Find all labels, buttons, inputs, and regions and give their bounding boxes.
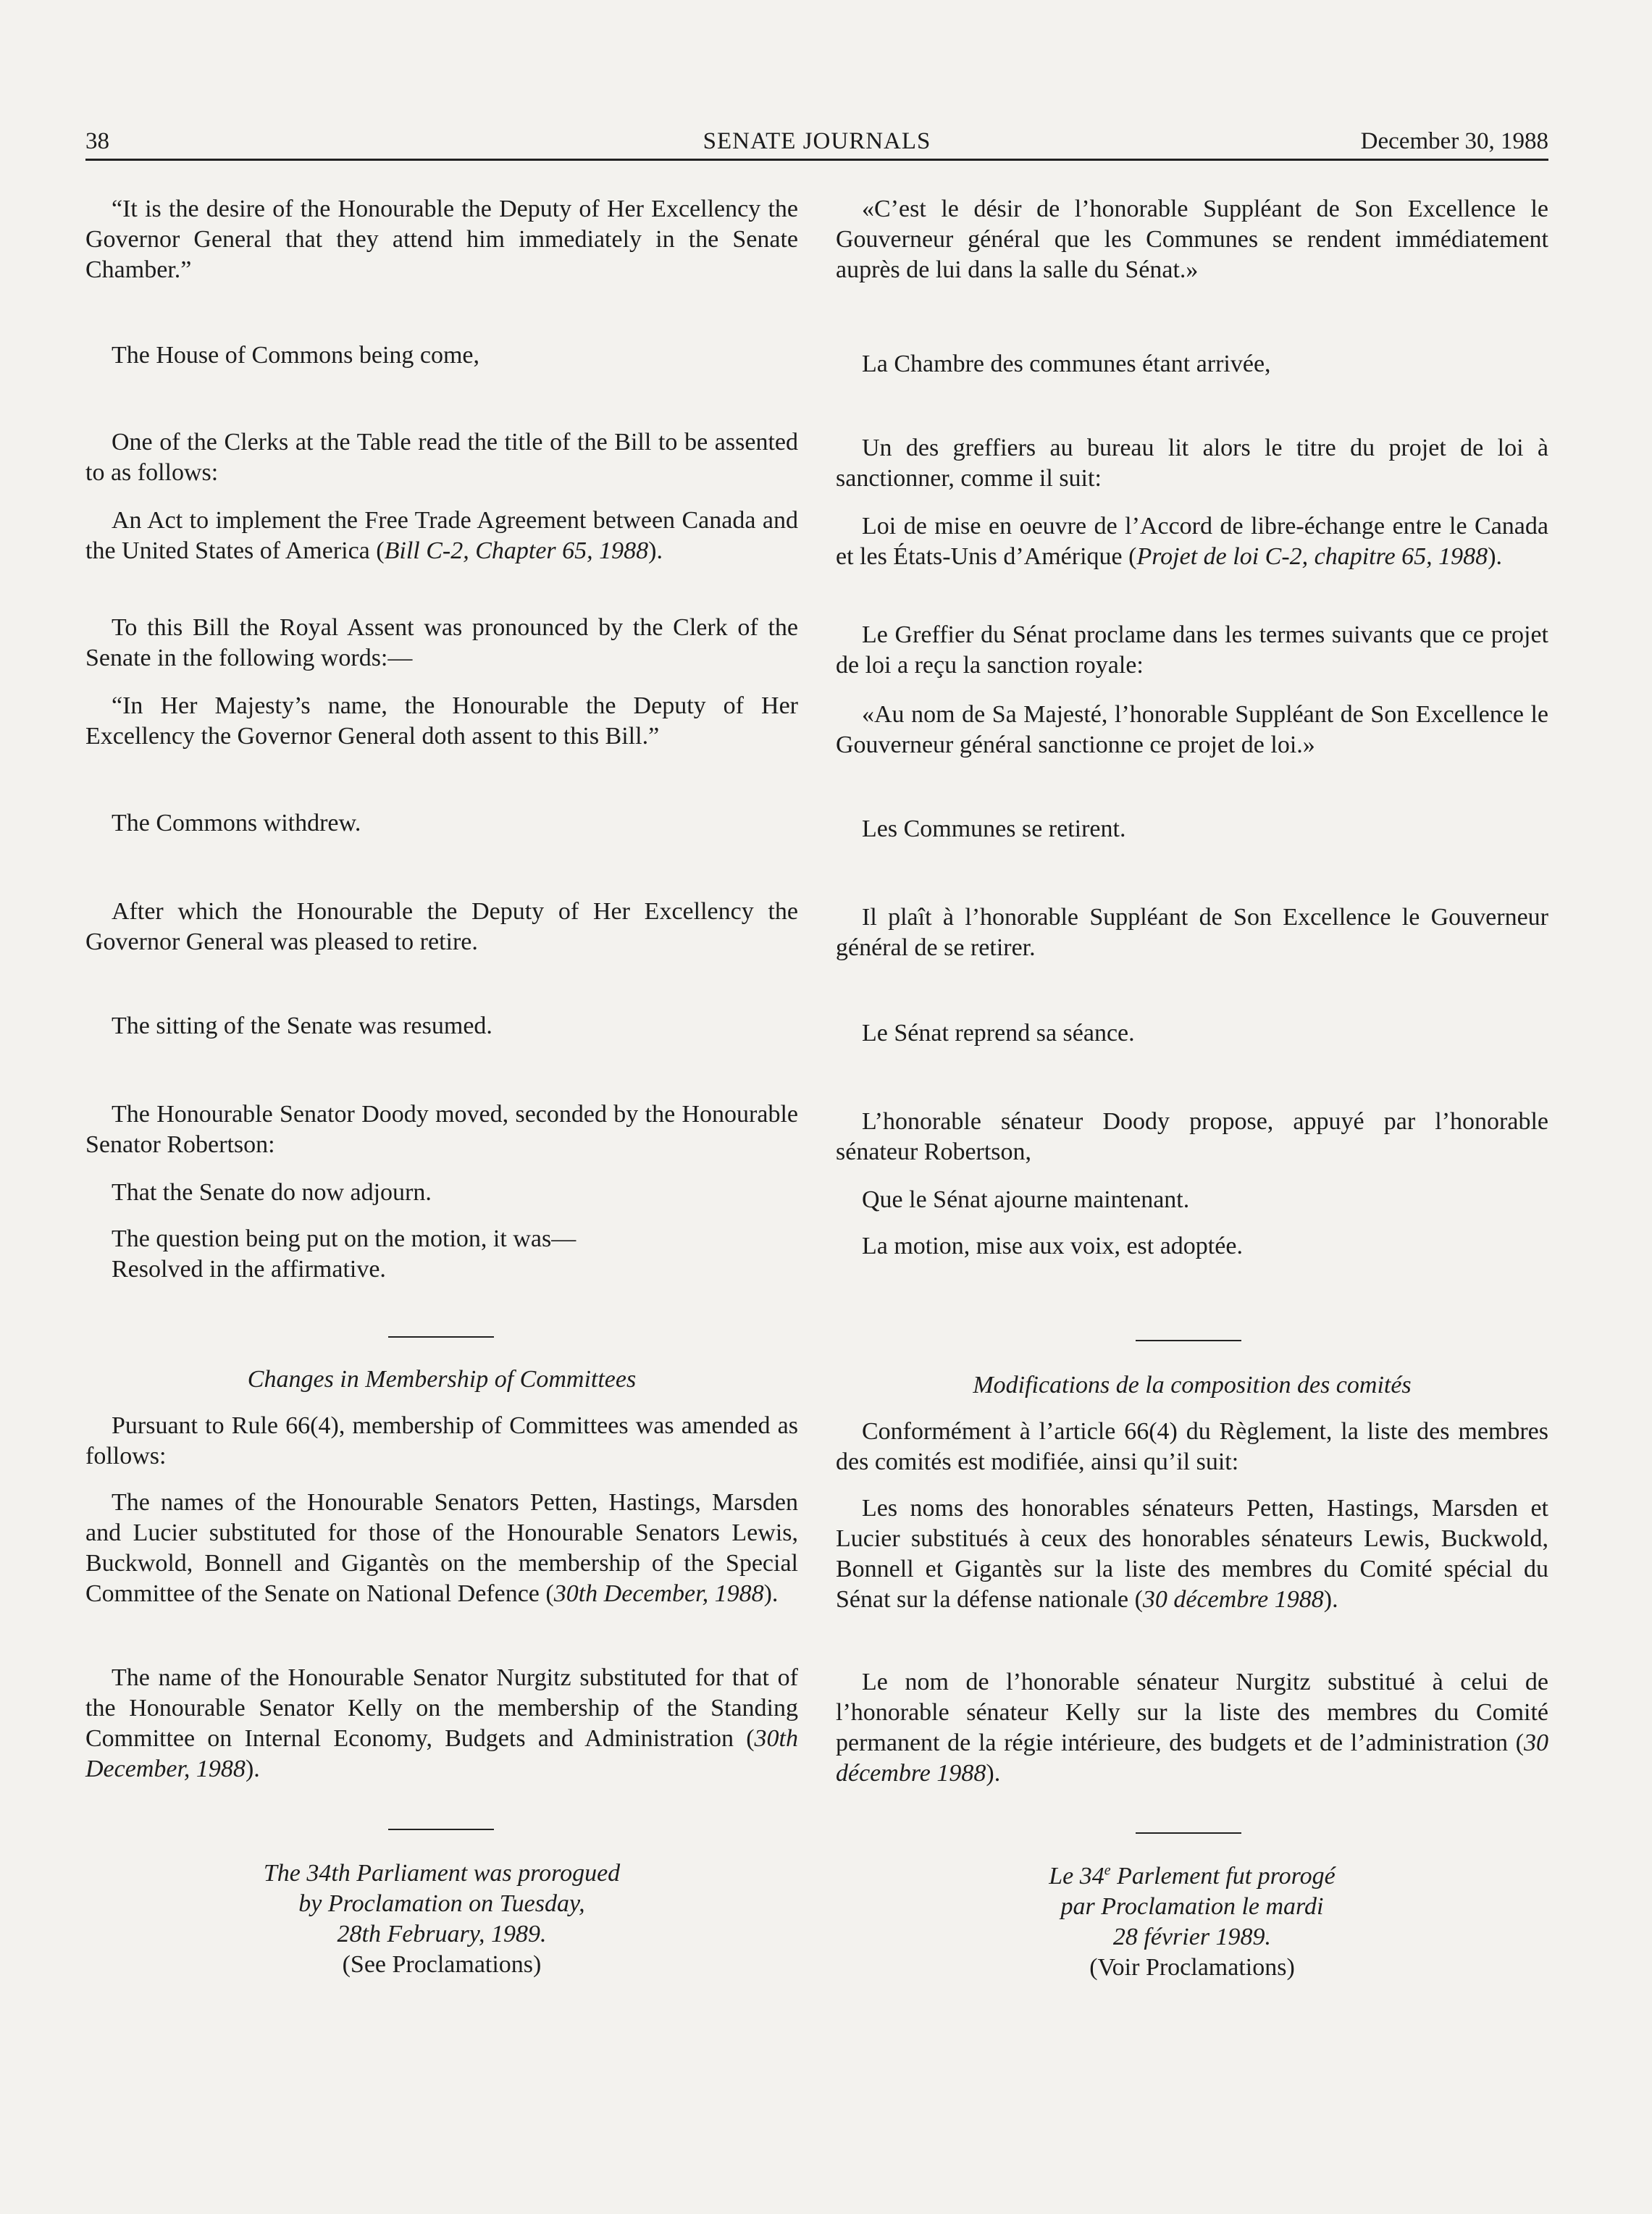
header-rule (85, 159, 1548, 161)
en-bill-title (85, 506, 798, 566)
en-deputy-retires: After which the Honourable the Deputy of Her Excellency the Governor General was pleased to retire. (85, 898, 798, 955)
fr-prorogation-note (836, 1861, 1548, 1983)
en-prorogation-note (85, 1858, 798, 1980)
fr-committee-heading: Modifications de la composition des comités (973, 1372, 1412, 1399)
en-economy-substitution (85, 1663, 798, 1785)
fr-commons-withdrew: Les Communes se retirent. (862, 815, 1126, 842)
en-economy-text: The name of the Honourable Senator Nurgitz substituted for that of the Honourable Senator Kelly on the membership of the Standing Committee on Internal Economy, Budgets and Administration ( (85, 1664, 798, 1752)
fr-see-proclamations: (Voir Proclamations) (1089, 1954, 1295, 1981)
en-bill-reference: Bill C-2, Chapter 65, 1988 (384, 537, 649, 564)
fr-defence-date: 30 décembre 1988 (1142, 1586, 1324, 1613)
fr-bill-title-text: Loi de mise en oeuvre de l’Accord de libre-échange entre le Canada et les États-Unis d’Amérique ( (836, 513, 1548, 570)
en-royal-assent-words: “In Her Majesty’s name, the Honourable the Deputy of Her Excellency the Governor General doth assent to this Bill.” (85, 692, 798, 750)
fr-prorogation-line2: par Proclamation le mardi (1060, 1893, 1324, 1920)
fr-prorogation-sup: e (1104, 1862, 1111, 1879)
fr-prorogation-line1a: Le 34 (1049, 1863, 1104, 1890)
en-defence-date: 30th December, 1988 (553, 1580, 764, 1607)
fr-economy-substitution (836, 1667, 1548, 1789)
fr-prorogation-line3: 28 février 1989. (1112, 1924, 1272, 1950)
fr-end-separator (1136, 1832, 1241, 1834)
fr-defence-close: ). (1323, 1586, 1338, 1613)
en-bill-title-text: An Act to implement the Free Trade Agreement between Canada and the United States of America ( (85, 507, 798, 564)
fr-clerk-reads-title: Un des greffiers au bureau lit alors le titre du projet de loi à sanctionner, comme il suit: (836, 435, 1548, 492)
page-number: 38 (85, 128, 109, 154)
en-sitting-resumed: The sitting of the Senate was resumed. (112, 1012, 492, 1039)
en-economy-date: 30th December, 1988 (85, 1725, 798, 1782)
fr-defence-substitution (836, 1493, 1548, 1615)
en-see-proclamations: (See Proclamations) (342, 1951, 542, 1978)
en-adjourn-motion: The Honourable Senator Doody moved, seconded by the Honourable Senator Robertson: (85, 1101, 798, 1158)
en-message-paragraph: “It is the desire of the Honourable the Deputy of Her Excellency the Governor General that they attend him immediately in the Senate Chamber.” (85, 196, 798, 283)
en-royal-assent-intro: To this Bill the Royal Assent was pronounced by the Clerk of the Senate in the following words:— (85, 614, 798, 671)
en-defence-close: ). (763, 1580, 779, 1607)
en-prorogation-line3: 28th February, 1989. (337, 1921, 547, 1947)
fr-commons-come: La Chambre des communes étant arrivée, (862, 351, 1271, 377)
fr-economy-close: ). (986, 1760, 1001, 1787)
en-resolved: Resolved in the affirmative. (112, 1256, 386, 1283)
en-end-separator (388, 1829, 494, 1830)
en-prorogation-line2: by Proclamation on Tuesday, (298, 1890, 585, 1917)
en-prorogation-line1: The 34th Parliament was prorogued (263, 1860, 621, 1887)
fr-bill-close: ). (1488, 543, 1503, 570)
fr-prorogation-line1b: Parlement fut prorogé (1110, 1863, 1336, 1890)
en-defence-text: The names of the Honourable Senators Petten, Hastings, Marsden and Lucier substituted for those of the Honourable Senators Lewis, Buckwold, Bonnell and Gigantès on the membership of the Special Committee of the Senate on National Defence ( (85, 1489, 798, 1607)
header-date: December 30, 1988 (1360, 128, 1548, 154)
en-clerk-reads-title: One of the Clerks at the Table read the title of the Bill to be assented to as follows: (85, 429, 798, 486)
fr-section-separator (1136, 1340, 1241, 1341)
fr-prorogation-line1 (836, 1861, 1548, 1892)
en-adjourn-text: That the Senate do now adjourn. (112, 1179, 432, 1206)
fr-message-paragraph: «C’est le désir de l’honorable Suppléant de Son Excellence le Gouverneur général que les Communes se rendent immédiatement auprès de lui dans la salle du Sénat.» (836, 196, 1548, 283)
journal-title: SENATE JOURNALS (703, 128, 931, 154)
fr-royal-assent-words: «Au nom de Sa Majesté, l’honorable Suppléant de Son Excellence le Gouverneur général sanctionne ce projet de loi.» (836, 701, 1548, 758)
en-committee-heading: Changes in Membership of Committees (247, 1366, 637, 1393)
fr-motion-adopted: La motion, mise aux voix, est adoptée. (862, 1233, 1243, 1259)
en-rule-66-intro: Pursuant to Rule 66(4), membership of Committees was amended as follows: (85, 1412, 798, 1469)
en-economy-close: ). (245, 1756, 260, 1782)
en-bill-close: ). (648, 537, 663, 564)
fr-deputy-retires: Il plaît à l’honorable Suppléant de Son Excellence le Gouverneur général de se retirer. (836, 904, 1548, 961)
en-commons-withdrew: The Commons withdrew. (112, 810, 361, 836)
en-commons-come: The House of Commons being come, (112, 342, 480, 369)
fr-adjourn-text: Que le Sénat ajourne maintenant. (862, 1186, 1190, 1213)
fr-sitting-resumed: Le Sénat reprend sa séance. (862, 1020, 1135, 1047)
fr-bill-reference: Projet de loi C-2, chapitre 65, 1988 (1136, 543, 1488, 570)
fr-economy-text: Le nom de l’honorable sénateur Nurgitz substitué à celui de l’honorable sénateur Kelly sur la liste des membres du Comité permanent de la régie intérieure, des budgets et de l’administration ( (836, 1669, 1548, 1756)
en-question-put: The question being put on the motion, it was— (112, 1225, 576, 1252)
fr-economy-date: 30 décembre 1988 (836, 1729, 1548, 1787)
en-section-separator (388, 1336, 494, 1338)
fr-royal-assent-intro: Le Greffier du Sénat proclame dans les termes suivants que ce projet de loi a reçu la sanction royale: (836, 621, 1548, 679)
fr-defence-text: Les noms des honorables sénateurs Petten, Hastings, Marsden et Lucier substitués à ceux des honorables sénateurs Lewis, Buckwold, Bonnell et Gigantès sur la liste des membres du Comité spécial du Sénat sur la défense nationale ( (836, 1495, 1548, 1613)
en-defence-substitution (85, 1488, 798, 1609)
fr-bill-title (836, 511, 1548, 572)
fr-adjourn-motion: L’honorable sénateur Doody propose, appuyé par l’honorable sénateur Robertson, (836, 1108, 1548, 1165)
running-header (85, 125, 1548, 158)
fr-rule-66-intro: Conformément à l’article 66(4) du Règlement, la liste des membres des comités est modifiée, ainsi qu’il suit: (836, 1418, 1548, 1475)
